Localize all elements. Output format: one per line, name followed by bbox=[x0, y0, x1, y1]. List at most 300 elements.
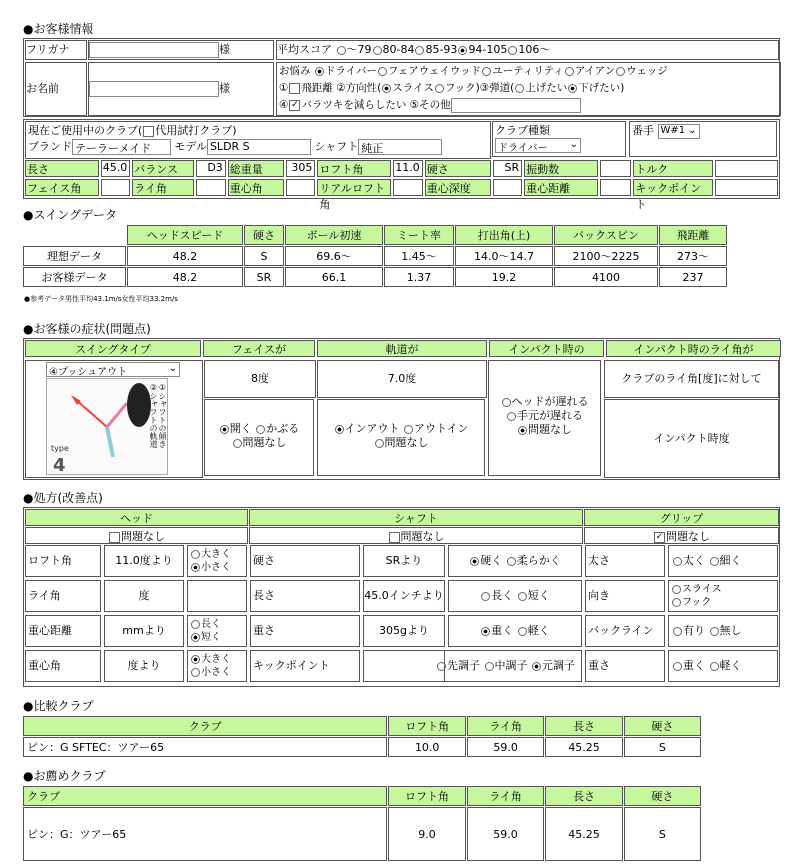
worry-club-radio-4[interactable] bbox=[616, 67, 625, 76]
rx-head-value-1: 度 bbox=[104, 580, 184, 612]
rx-shaft-radio-0-1[interactable] bbox=[507, 557, 516, 566]
section-title-recommend: ●お薦めクラブ bbox=[23, 769, 106, 783]
path-value-cell bbox=[317, 360, 487, 398]
svg-text:4: 4 bbox=[53, 455, 66, 474]
avg-score-label: 平均スコア bbox=[277, 43, 332, 56]
compare-cell-0: ピン：G SFTEC：ツアー65 bbox=[23, 737, 387, 757]
rx-grip-radio-1-0[interactable] bbox=[672, 585, 681, 594]
spec-value-row2-2[interactable] bbox=[286, 179, 316, 196]
rx-grip-header bbox=[584, 509, 779, 526]
rx-head-radio-3-1[interactable] bbox=[191, 668, 200, 677]
swing-type-select[interactable] bbox=[46, 362, 180, 377]
score-label-0: ～79 bbox=[346, 43, 372, 56]
table-row bbox=[23, 246, 727, 266]
rx-grip-radio-2-0[interactable] bbox=[673, 627, 682, 636]
furigana-label bbox=[25, 40, 87, 60]
swing-cell-0-5: 14.0～14.7 bbox=[455, 246, 553, 266]
path-inout-radio[interactable] bbox=[335, 425, 344, 434]
impact-options-cell bbox=[488, 360, 601, 476]
other-input[interactable] bbox=[451, 98, 581, 113]
worry-club-label-2: ユーティリティ bbox=[492, 65, 564, 77]
spec-value-row2-6[interactable] bbox=[715, 179, 778, 196]
worry-club-options bbox=[314, 65, 668, 77]
rx-head-opt-label-0-1: 小さく bbox=[201, 562, 231, 573]
worry-club-label-4: ウェッジ bbox=[626, 65, 668, 77]
worry-club-radio-0[interactable] bbox=[315, 67, 324, 76]
worry-1-num: ① bbox=[279, 82, 289, 94]
rx-head-opt-0-0 bbox=[190, 548, 244, 561]
number-label: 番手 bbox=[632, 124, 654, 137]
club-type-cell bbox=[492, 121, 626, 157]
rx-head-opt-0-1 bbox=[190, 561, 244, 574]
spec-label-row2-4: 重心深度 bbox=[425, 179, 491, 196]
rx-head-opt-3-0 bbox=[190, 653, 244, 666]
lower-label: 下げたい bbox=[578, 82, 621, 94]
rx-shaft-label-2: 重さ bbox=[250, 615, 360, 647]
swing-header-5: 打出角(上) bbox=[455, 225, 553, 245]
model-value: SLDR S bbox=[209, 140, 250, 153]
spec-label-row2-6: キックポイント bbox=[633, 179, 713, 196]
spec-value-row2-5[interactable] bbox=[600, 179, 632, 196]
rx-shaft-opt-label-3-2: 元調子 bbox=[542, 659, 575, 672]
rx-grip-opt-label-2-1: 無し bbox=[719, 624, 742, 637]
worry-club-label-1: フェアウェイウッド bbox=[387, 65, 482, 77]
rx-grip-label-2: バックライン bbox=[585, 615, 665, 647]
worry-club-radio-3[interactable] bbox=[565, 67, 574, 76]
swing-header-7: 飛距離 bbox=[659, 225, 727, 245]
rx-grip-radio-2-1[interactable] bbox=[710, 627, 719, 636]
spec-value-row2-0[interactable] bbox=[101, 179, 131, 196]
recommend-header-0: クラブ bbox=[23, 786, 387, 806]
swing-data-table bbox=[22, 224, 728, 288]
rx-shaft-opt-label-0-1: 柔らかく bbox=[516, 554, 561, 567]
rx-head-radio-2-0[interactable] bbox=[191, 620, 200, 629]
compare-header-row bbox=[23, 716, 701, 736]
head-noprob-label: 問題なし bbox=[121, 530, 165, 543]
section-title-compare: ●比較クラブ bbox=[23, 699, 94, 713]
swing-type-cell bbox=[25, 360, 203, 478]
rx-grip-opt-3-0 bbox=[672, 659, 705, 672]
rx-head-radio-3-0[interactable] bbox=[191, 655, 200, 664]
rx-grip-opt-label-1-0: スライス bbox=[682, 584, 722, 595]
current-club-label2: 代用試打クラブ) bbox=[155, 124, 237, 137]
section-title-symptoms: ●お客様の症状(問題点) bbox=[23, 322, 151, 336]
rx-head-opt-2-0 bbox=[190, 618, 244, 631]
swing-cell-0-2: S bbox=[244, 246, 284, 266]
rx-shaft-opt-label-2-0: 重く bbox=[491, 624, 514, 637]
worry-4-num: ④ bbox=[279, 99, 289, 111]
spec-label-row1-5: 振動数 bbox=[524, 160, 598, 177]
spec-label-row1-0: 長さ bbox=[25, 160, 99, 177]
rx-shaft-noprob-cell bbox=[249, 527, 583, 544]
swing-header-3: ボール初速 bbox=[285, 225, 383, 245]
rx-grip-opt-label-0-0: 太く bbox=[683, 554, 705, 567]
rx-shaft-opt-label-0-0: 硬く bbox=[480, 554, 503, 567]
name-sama: 様 bbox=[219, 82, 230, 95]
recommend-cell-1: 9.0 bbox=[388, 807, 466, 861]
spec-value-row1-6[interactable] bbox=[715, 160, 778, 177]
path-outin-radio[interactable] bbox=[404, 425, 413, 434]
rx-grip-radio-0-1[interactable] bbox=[710, 557, 719, 566]
spec-value-row2-4[interactable] bbox=[493, 179, 523, 196]
face-open-radio[interactable] bbox=[220, 425, 229, 434]
rx-head-noprob-cell bbox=[25, 527, 248, 544]
score-radio-3[interactable] bbox=[458, 46, 467, 55]
name-cell bbox=[88, 62, 274, 116]
table-row bbox=[23, 737, 701, 757]
club-type-label: クラブ種類 bbox=[495, 124, 550, 137]
rx-grip-opts-3 bbox=[668, 650, 778, 682]
face-value: 8度 bbox=[251, 372, 269, 385]
rx-grip-opts-2 bbox=[668, 615, 778, 647]
rx-head-radio-0-1[interactable] bbox=[191, 563, 200, 572]
rx-shaft-radio-3-1[interactable] bbox=[485, 662, 494, 671]
rx-grip-radio-0-0[interactable] bbox=[673, 557, 682, 566]
rx-grip-opt-label-3-1: 軽く bbox=[719, 659, 742, 672]
number-cell bbox=[629, 121, 777, 157]
spec-value-row2-3[interactable] bbox=[393, 179, 423, 196]
swing-type-image bbox=[46, 378, 168, 475]
swing-note: ●参考データ男性平均43.1m/s女性平均33.2m/s bbox=[24, 295, 178, 303]
spec-row-2 bbox=[25, 179, 778, 211]
worry-5-label: ⑤その他 bbox=[409, 99, 451, 111]
avg-score-options bbox=[336, 43, 551, 56]
face-ok-radio[interactable] bbox=[233, 439, 242, 448]
number-value: W#1 bbox=[660, 124, 686, 136]
rx-shaft-opts-0 bbox=[448, 545, 582, 577]
rx-grip-label-1: 向き bbox=[585, 580, 665, 612]
score-radio-4[interactable] bbox=[508, 46, 517, 55]
swing-header-1: ヘッドスピード bbox=[127, 225, 243, 245]
rx-grip-opt-2-1 bbox=[709, 624, 742, 637]
name-label bbox=[25, 62, 87, 116]
worry-line-1 bbox=[279, 63, 780, 80]
rx-shaft-radio-2-1[interactable] bbox=[518, 627, 527, 636]
rx-grip-opt-label-1-1: フック bbox=[682, 597, 712, 608]
shaft-label: シャフト bbox=[314, 140, 359, 153]
slice-label: スライス bbox=[392, 82, 434, 94]
hand-late-label: 手元が遅れる bbox=[517, 409, 583, 422]
rx-shaft-radio-3-2[interactable] bbox=[532, 662, 541, 671]
rx-head-value-2: mmより bbox=[104, 615, 184, 647]
worry-cell bbox=[276, 62, 781, 116]
number-select[interactable] bbox=[658, 124, 700, 139]
head-late-radio[interactable] bbox=[502, 398, 511, 407]
current-club-block bbox=[23, 119, 780, 211]
symptoms-table bbox=[23, 338, 780, 480]
swing-header-6: バックスピン bbox=[554, 225, 658, 245]
compare-header-3: 長さ bbox=[545, 716, 622, 736]
rx-grip-title: グリップ bbox=[659, 512, 704, 525]
lower-radio[interactable] bbox=[568, 84, 577, 93]
rx-shaft-title: シャフト bbox=[394, 512, 438, 525]
section-title-prescription: ●処方(改善点) bbox=[23, 491, 103, 505]
rx-grip-radio-3-1[interactable] bbox=[710, 662, 719, 671]
rx-head-opt-label-3-0: 大きく bbox=[201, 654, 231, 665]
rx-shaft-opt-label-3-1: 中調子 bbox=[494, 659, 528, 672]
grip-noprob-checkbox[interactable]: ✓ bbox=[655, 531, 664, 542]
rx-head-title: ヘッド bbox=[120, 512, 153, 525]
lie-text-cell bbox=[604, 360, 779, 398]
customer-name-block bbox=[23, 38, 780, 117]
spec-value-row1-3[interactable]: 11.0 bbox=[393, 160, 423, 177]
worry-1-text: 飛距離 bbox=[301, 82, 333, 94]
rx-grip-opt-3-1 bbox=[709, 659, 742, 672]
current-club-cell bbox=[25, 121, 491, 159]
spec-label-row2-2: 重心角 bbox=[228, 179, 284, 196]
swing-cell-1-0: お客様データ bbox=[23, 267, 126, 287]
rx-head-label-3: 重心角 bbox=[25, 650, 101, 682]
shaft-noprob-label: 問題なし bbox=[400, 530, 445, 543]
rx-grip-radio-1-1[interactable] bbox=[672, 598, 681, 607]
rx-head-opts-1 bbox=[187, 580, 247, 612]
score-label-4: 106～ bbox=[518, 43, 551, 56]
rx-grip-opt-0-1 bbox=[709, 554, 742, 567]
symptom-header-0: スイングタイプ bbox=[25, 340, 201, 357]
spec-label-row1-2: 総重量 bbox=[228, 160, 284, 177]
rx-grip-noprob-cell bbox=[584, 527, 779, 544]
swing-cell-0-6: 2100～2225 bbox=[554, 246, 658, 266]
rx-shaft-label-3: キックポイント bbox=[250, 650, 360, 682]
spec-value-row2-1[interactable] bbox=[196, 179, 226, 196]
spec-row-1 bbox=[25, 160, 778, 177]
head-late-label: ヘッドが遅れる bbox=[511, 395, 589, 408]
spec-label-row1-4: 硬さ bbox=[425, 160, 491, 177]
worry-label: お悩み bbox=[279, 65, 311, 77]
chevron-down-icon: ⌄ bbox=[688, 124, 697, 136]
rx-shaft-value-0: SRより bbox=[363, 545, 445, 577]
spec-label-row1-1: バランス bbox=[132, 160, 194, 177]
rx-shaft-opt-label-2-1: 軽く bbox=[527, 624, 550, 637]
section-title-swing-data: ●スイングデータ bbox=[23, 208, 117, 222]
rx-shaft-radio-1-1[interactable] bbox=[518, 592, 527, 601]
compare-cell-3: 45.25 bbox=[545, 737, 622, 757]
face-closed-label: かぶる bbox=[266, 422, 300, 435]
path-options-cell bbox=[317, 399, 485, 476]
shaft-noprob-checkbox[interactable] bbox=[389, 532, 400, 543]
swing-header-row bbox=[23, 225, 727, 245]
path-ok-radio[interactable] bbox=[375, 439, 384, 448]
recommend-table bbox=[22, 785, 702, 862]
raise-label: 上げたい bbox=[525, 82, 568, 94]
swing-cell-0-7: 273～ bbox=[659, 246, 727, 266]
spec-label-row1-3: ロフト角 bbox=[317, 160, 391, 177]
rx-head-opt-2-1 bbox=[190, 631, 244, 644]
swing-cell-1-5: 19.2 bbox=[455, 267, 553, 287]
score-radio-0[interactable] bbox=[337, 46, 346, 55]
score-radio-2[interactable] bbox=[415, 46, 424, 55]
rx-grip-opt-label-2-0: 有り bbox=[683, 624, 705, 637]
face-closed-radio[interactable] bbox=[256, 425, 265, 434]
furigana-cell bbox=[88, 40, 274, 60]
compare-header-2: ライ角 bbox=[467, 716, 544, 736]
name-label-text: お名前 bbox=[26, 82, 59, 95]
rx-grip-opts-0 bbox=[668, 545, 778, 577]
raise-radio[interactable] bbox=[515, 84, 524, 93]
rx-grip-opt-label-0-1: 細く bbox=[719, 554, 742, 567]
symptom-header-row bbox=[25, 340, 781, 357]
rx-shaft-opts-2 bbox=[448, 615, 582, 647]
model-label: モデル bbox=[174, 140, 207, 153]
hook-radio[interactable] bbox=[435, 84, 444, 93]
impact-ok-label: 問題なし bbox=[528, 423, 572, 436]
svg-text:type: type bbox=[51, 444, 69, 453]
swing-cell-1-1: 48.2 bbox=[127, 267, 243, 287]
rx-head-radio-2-1[interactable] bbox=[191, 633, 200, 642]
rx-grip-opt-1-0 bbox=[671, 583, 775, 596]
rx-head-opt-label-0-0: 大きく bbox=[201, 549, 231, 560]
score-radio-1[interactable] bbox=[373, 46, 382, 55]
rx-shaft-opts-1 bbox=[448, 580, 582, 612]
swing-cell-0-3: 69.6～ bbox=[285, 246, 383, 266]
score-label-3: 94-105 bbox=[468, 43, 508, 56]
path-ok-label: 問題なし bbox=[384, 436, 429, 449]
recommend-header-1: ロフト角 bbox=[388, 786, 466, 806]
swing-cell-0-4: 1.45～ bbox=[384, 246, 454, 266]
score-label-2: 85-93 bbox=[425, 43, 458, 56]
rx-head-opts-2 bbox=[187, 615, 247, 647]
slice-radio[interactable] bbox=[382, 84, 391, 93]
swing-header-0 bbox=[23, 225, 126, 245]
variance-checkbox[interactable]: ✓ bbox=[291, 99, 299, 110]
recommend-header-2: ライ角 bbox=[467, 786, 544, 806]
current-club-title bbox=[26, 122, 490, 138]
recommend-header-4: 硬さ bbox=[624, 786, 701, 806]
rx-grip-opt-2-0 bbox=[672, 624, 705, 637]
lie-text: クラブのライ角[度]に対して bbox=[621, 372, 762, 385]
worry-3-label: )③弾道( bbox=[475, 82, 515, 94]
worry-3-end: ) bbox=[620, 82, 625, 94]
rx-shaft-value-2: 305gより bbox=[363, 615, 445, 647]
rx-grip-opts-1 bbox=[668, 580, 778, 612]
compare-cell-2: 59.0 bbox=[467, 737, 544, 757]
worry-2-label: ②方向性( bbox=[336, 82, 382, 94]
face-value-cell bbox=[204, 360, 316, 398]
symptom-header-3: インパクト時の bbox=[489, 340, 604, 357]
rx-grip-radio-3-0[interactable] bbox=[673, 662, 682, 671]
caption-1: ①シャフトの傾き bbox=[158, 383, 167, 448]
distance-checkbox[interactable] bbox=[289, 83, 300, 94]
swing-cell-0-1: 48.2 bbox=[127, 246, 243, 266]
head-noprob-checkbox[interactable] bbox=[109, 532, 120, 543]
path-value: 7.0度 bbox=[387, 372, 417, 385]
compare-table bbox=[22, 715, 702, 758]
spec-value-row1-5[interactable] bbox=[600, 160, 632, 177]
club-details-row bbox=[26, 138, 490, 155]
rx-grip-label-3: 重さ bbox=[585, 650, 665, 682]
shaft-value: 純正 bbox=[361, 142, 384, 155]
rx-shaft-label-1: 長さ bbox=[250, 580, 360, 612]
section-title-customer-info: ●お客様情報 bbox=[23, 22, 94, 36]
chevron-down-icon: ⌄ bbox=[569, 139, 578, 150]
worry-club-radio-1[interactable] bbox=[378, 67, 387, 76]
compare-cell-4: S bbox=[624, 737, 701, 757]
worry-club-radio-2[interactable] bbox=[482, 67, 491, 76]
furigana-input[interactable] bbox=[89, 42, 219, 58]
symptom-header-4: インパクト時のライ角が bbox=[606, 340, 781, 357]
rx-head-label-2: 重心距離 bbox=[25, 615, 101, 647]
hand-late-radio[interactable] bbox=[507, 412, 516, 421]
spec-label-row1-6: トルク bbox=[633, 160, 713, 177]
swing-type-caption bbox=[149, 383, 167, 448]
hook-label: フック bbox=[444, 82, 476, 94]
lie-impact-cell bbox=[604, 399, 779, 478]
spec-value-row1-4[interactable]: SR bbox=[493, 160, 523, 177]
club-type-select[interactable] bbox=[495, 138, 581, 153]
rx-head-opt-label-3-1: 小さく bbox=[201, 667, 231, 678]
rx-head-radio-0-0[interactable] bbox=[191, 550, 200, 559]
rx-head-value-3: 度より bbox=[104, 650, 184, 682]
rx-shaft-radio-0-0[interactable] bbox=[470, 557, 479, 566]
recommend-cell-0: ピン：G：ツアー65 bbox=[23, 807, 387, 861]
avg-score-cell bbox=[276, 40, 779, 60]
path-inout-label: インアウト bbox=[344, 422, 400, 435]
spec-label-row2-5: 重心距離 bbox=[524, 179, 598, 196]
worry-club-label-0: ドライバー bbox=[324, 65, 377, 77]
model-input[interactable] bbox=[207, 139, 311, 155]
brand-input[interactable] bbox=[72, 139, 171, 155]
rx-head-opt-label-2-1: 短く bbox=[201, 632, 221, 643]
rx-shaft-opts-3 bbox=[363, 650, 582, 682]
compare-header-1: ロフト角 bbox=[388, 716, 466, 736]
compare-cell-1: 10.0 bbox=[388, 737, 466, 757]
recommend-cell-3: 45.25 bbox=[545, 807, 622, 861]
substitute-checkbox[interactable] bbox=[143, 126, 154, 137]
rx-head-opt-3-1 bbox=[190, 666, 244, 679]
rx-shaft-label-0: 硬さ bbox=[250, 545, 360, 577]
furigana-label-text: フリガナ bbox=[26, 43, 70, 56]
face-open-label: 開く bbox=[229, 422, 252, 435]
rx-shaft-value-1: 45.0インチより bbox=[363, 580, 445, 612]
grip-noprob-label: 問題なし bbox=[666, 530, 710, 543]
recommend-cell-2: 59.0 bbox=[467, 807, 544, 861]
swing-header-4: ミート率 bbox=[384, 225, 454, 245]
shaft-input[interactable] bbox=[358, 139, 442, 155]
swing-cell-1-4: 1.37 bbox=[384, 267, 454, 287]
caption-2: ②シャフトの軌道 bbox=[149, 383, 158, 448]
spec-value-row1-0[interactable]: 45.0 bbox=[101, 160, 131, 177]
rx-shaft-header bbox=[249, 509, 583, 526]
symptom-header-1: フェイスが bbox=[203, 340, 315, 357]
table-row bbox=[23, 267, 727, 287]
spec-value-row1-1[interactable]: D3 bbox=[196, 160, 226, 177]
face-options-cell bbox=[204, 399, 314, 476]
score-label-1: 80-84 bbox=[382, 43, 415, 56]
rx-shaft-radio-2-0[interactable] bbox=[481, 627, 490, 636]
rx-head-opt-label-2-0: 長く bbox=[201, 619, 221, 630]
swing-header-2: 硬さ bbox=[244, 225, 284, 245]
rx-head-label-0: ロフト角 bbox=[25, 545, 101, 577]
swing-cell-1-3: 66.1 bbox=[285, 267, 383, 287]
swing-cell-1-2: SR bbox=[244, 267, 284, 287]
chevron-down-icon: ⌄ bbox=[168, 363, 177, 374]
spec-value-row1-2[interactable]: 305 bbox=[286, 160, 316, 177]
name-input[interactable] bbox=[89, 81, 219, 97]
face-ok-label: 問題なし bbox=[242, 436, 287, 449]
rx-grip-label-0: 太さ bbox=[585, 545, 665, 577]
club-type-value: ドライバー bbox=[498, 143, 548, 154]
rx-grip-opt-0-0 bbox=[672, 554, 705, 567]
impact-ok-radio[interactable] bbox=[518, 426, 527, 435]
table-row bbox=[23, 807, 701, 861]
spec-label-row2-3: リアルロフト角 bbox=[317, 179, 391, 196]
worry-line-2 bbox=[279, 80, 780, 97]
recommend-header-3: 長さ bbox=[545, 786, 622, 806]
rx-shaft-radio-3-0[interactable] bbox=[437, 662, 446, 671]
symptom-header-2: 軌道が bbox=[317, 340, 487, 357]
rx-shaft-radio-1-0[interactable] bbox=[481, 592, 490, 601]
spec-label-row2-0: フェイス角 bbox=[25, 179, 99, 196]
